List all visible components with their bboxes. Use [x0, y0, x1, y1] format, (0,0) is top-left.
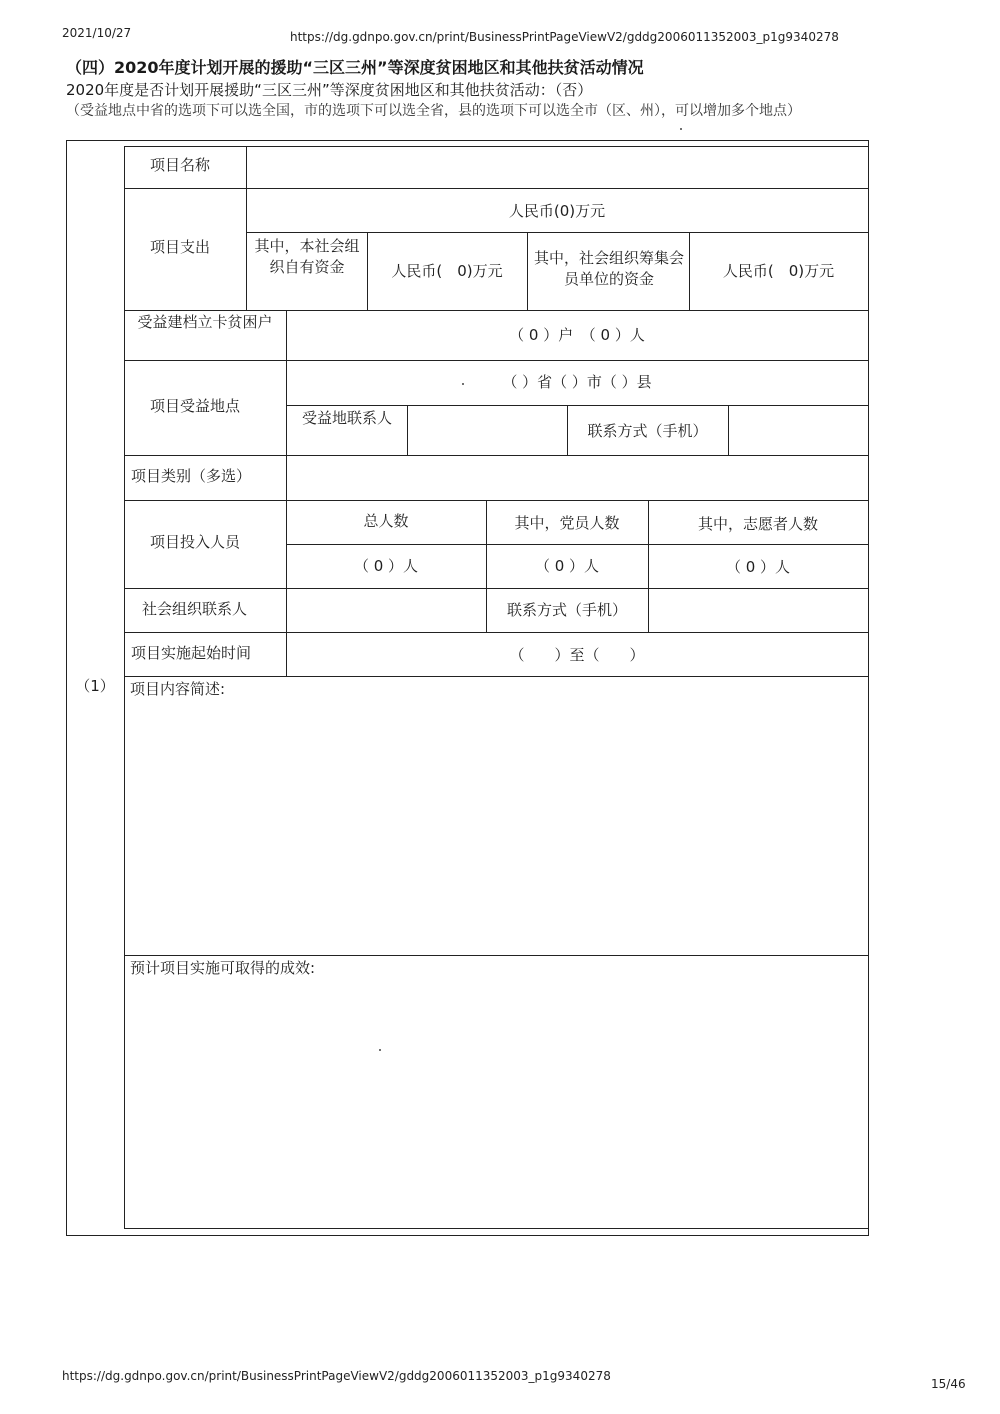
- period-value[interactable]: （ ）至（ ）: [509, 646, 645, 664]
- own-funds-label: 其中，本社会组织自有资金: [254, 237, 360, 276]
- activity-question: 2020年度是否计划开展援助“三区三州”等深度贫困地区和其他扶贫活动：（否）: [66, 81, 593, 99]
- content-textarea[interactable]: [126, 702, 866, 952]
- location-contact-field[interactable]: [409, 407, 565, 453]
- staff-volunteer-label: 其中，志愿者人数: [697, 515, 818, 533]
- content-label: 项目内容简述:: [130, 680, 226, 698]
- org-phone-label: 联系方式（手机）: [506, 601, 627, 619]
- location-value[interactable]: （ ）省（ ）市（ ）县: [502, 373, 652, 391]
- outcome-label: 预计项目实施可取得的成效:: [130, 959, 316, 977]
- staff-total-label: 总人数: [363, 512, 409, 530]
- expense-total[interactable]: 人民币(0)万元: [508, 202, 606, 220]
- row-index: （1）: [75, 677, 115, 695]
- own-funds-value[interactable]: 人民币( 0)万元: [391, 262, 503, 280]
- raised-funds-value[interactable]: 人民币( 0)万元: [722, 262, 835, 280]
- project-name-field[interactable]: [248, 148, 866, 186]
- org-phone-field[interactable]: [650, 590, 866, 630]
- project-name-label: 项目名称: [150, 156, 211, 174]
- org-contact-label: 社会组织联系人: [142, 600, 248, 618]
- staff-volunteer-value[interactable]: （ 0 ）人: [725, 558, 791, 576]
- outcome-textarea[interactable]: [126, 982, 866, 1226]
- staff-party-value[interactable]: （ 0 ）人: [534, 557, 600, 575]
- location-contact-label: 受益地联系人: [301, 409, 392, 427]
- category-field[interactable]: [288, 457, 866, 498]
- expense-label: 项目支出: [150, 238, 211, 256]
- location-phone-label: 联系方式（手机）: [587, 422, 708, 440]
- beneficiary-households-label: 受益建档立卡贫困户: [137, 313, 273, 331]
- scan-speck: [462, 383, 464, 385]
- location-note: （受益地点中省的选项下可以选全国，市的选项下可以选全省，县的选项下可以选全市（区、州），可以增加多个地点）: [66, 103, 801, 119]
- staff-total-value[interactable]: （ 0 ）人: [353, 557, 419, 575]
- print-url: https://dg.gdnpo.gov.cn/print/BusinessPrintPageViewV2/gddg2006011352003_p1g9340278: [290, 30, 839, 44]
- page-number: 15/46: [931, 1377, 966, 1391]
- staff-label: 项目投入人员: [150, 533, 241, 551]
- scan-speck: [379, 1049, 381, 1051]
- location-label: 项目受益地点: [150, 397, 241, 415]
- org-contact-field[interactable]: [288, 590, 484, 630]
- raised-funds-label: 其中，社会组织筹集会员单位的资金: [533, 249, 684, 288]
- category-label: 项目类别（多选）: [131, 467, 252, 485]
- print-date: 2021/10/27: [62, 26, 132, 40]
- staff-party-label: 其中，党员人数: [514, 514, 620, 532]
- section-title: （四）2020年度计划开展的援助“三区三州”等深度贫困地区和其他扶贫活动情况: [66, 58, 644, 77]
- beneficiary-households-value[interactable]: （ 0 ）户 （ 0 ）人: [509, 326, 645, 344]
- scan-speck: [680, 128, 682, 130]
- period-label: 项目实施起始时间: [131, 644, 252, 662]
- location-phone-field[interactable]: [730, 407, 866, 453]
- footer-url: https://dg.gdnpo.gov.cn/print/BusinessPrintPageViewV2/gddg2006011352003_p1g9340278: [62, 1369, 611, 1383]
